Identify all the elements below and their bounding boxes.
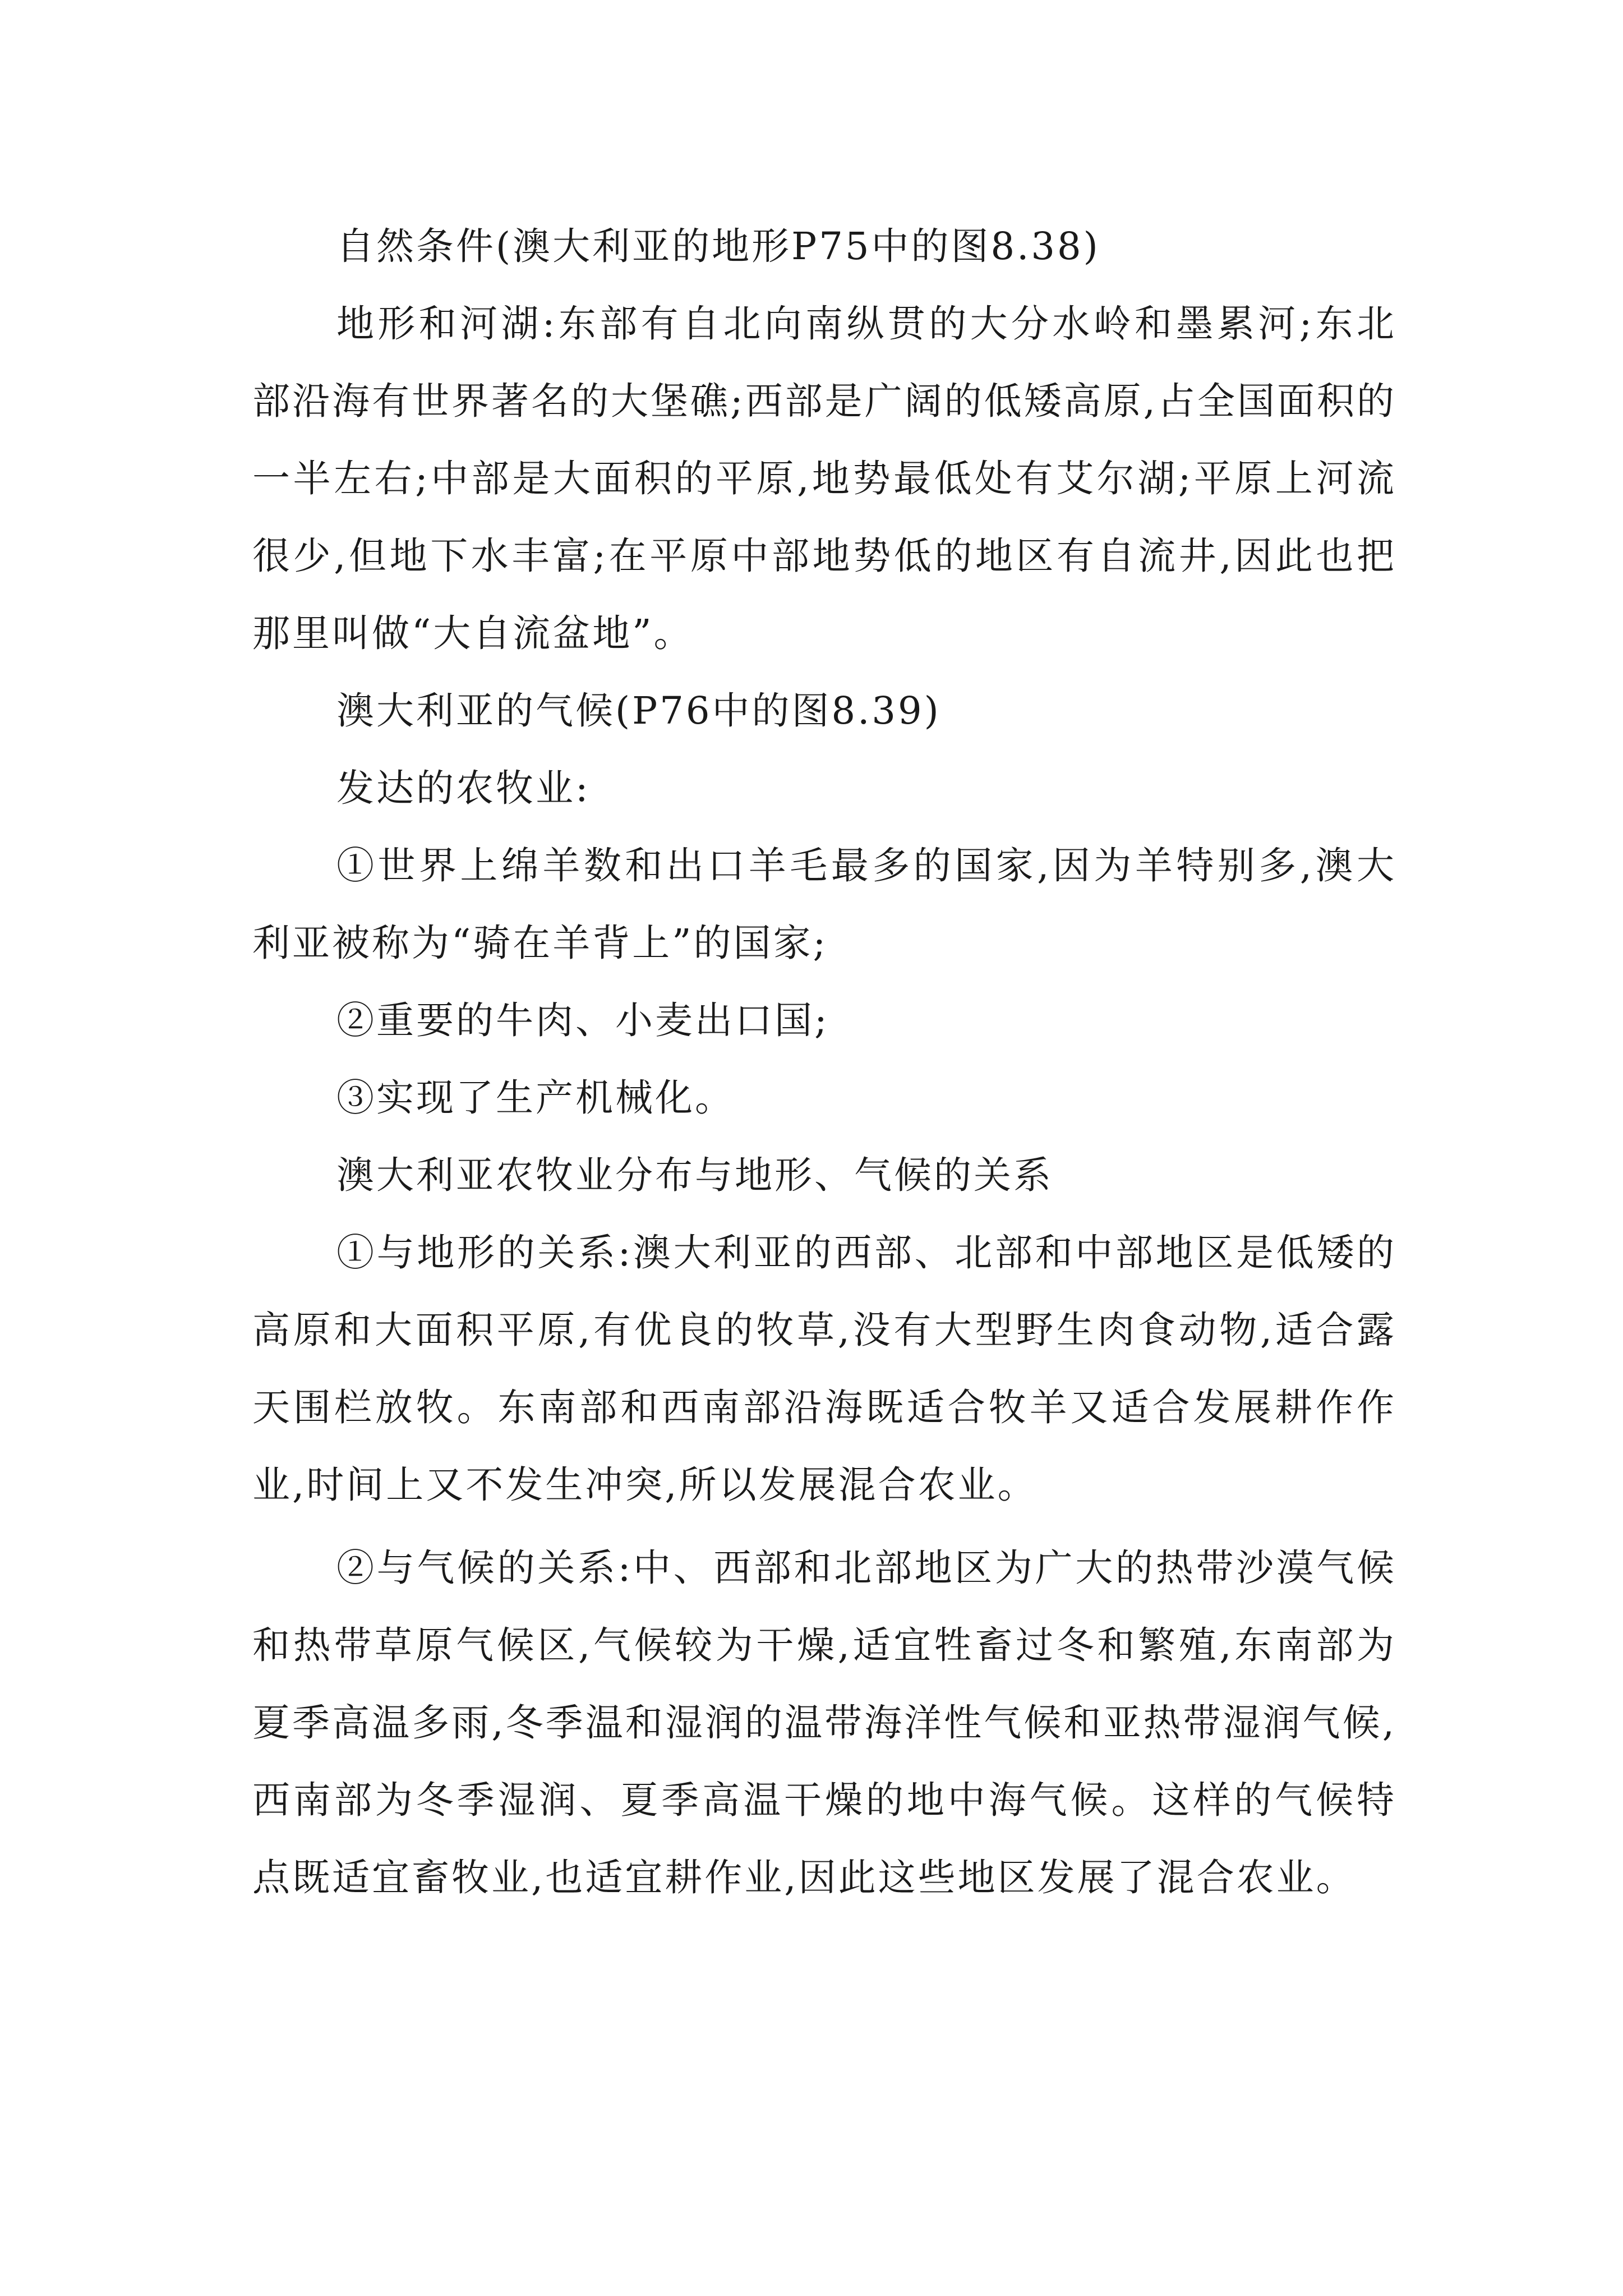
paragraph-terrain-rivers: 地形和河湖:东部有自北向南纵贯的大分水岭和墨累河;东北部沿海有世界著名的大堡礁;西部是广阔的低矮高原,占全国面积的一半左右;中部是大面积的平原,地势最低处有艾尔湖;平原上河流很少,但地下水丰富;在平原中部地势低的地区有自流井,因此也把那里叫做“大自流盆地”。 [252, 302, 1396, 655]
document-body [252, 208, 1396, 1916]
paragraph-distribution-heading: 澳大利亚农牧业分布与地形、气候的关系 [336, 1153, 1053, 1197]
paragraph-climate: 澳大利亚的气候(P76中的图8.39) [336, 689, 941, 733]
paragraph-mechanization: ③实现了生产机械化。 [336, 1076, 735, 1120]
paragraph-beef-wheat: ②重要的牛肉、小麦出口国; [336, 999, 829, 1042]
paragraph-natural-conditions: 自然条件(澳大利亚的地形P75中的图8.38) [336, 224, 1100, 268]
paragraph-agriculture-heading: 发达的农牧业: [336, 766, 591, 810]
paragraph-sheep: ①世界上绵羊数和出口羊毛最多的国家,因为羊特别多,澳大利亚被称为“骑在羊背上”的国家; [252, 844, 1396, 965]
paragraph-terrain-relation: ①与地形的关系:澳大利亚的西部、北部和中部地区是低矮的高原和大面积平原,有优良的牧草,没有大型野生肉食动物,适合露天围栏放牧。东南部和西南部沿海既适合牧羊又适合发展耕作作业,时间上又不发生冲突,所以发展混合农业。 [252, 1231, 1396, 1507]
paragraph-climate-relation: ②与气候的关系:中、西部和北部地区为广大的热带沙漠气候和热带草原气候区,气候较为干燥,适宜牲畜过冬和繁殖,东南部为夏季高温多雨,冬季温和湿润的温带海洋性气候和亚热带湿润气候,西南部为冬季湿润、夏季高温干燥的地中海气候。这样的气候特点既适宜畜牧业,也适宜耕作业,因此这些地区发展了混合农业。 [252, 1546, 1396, 1899]
